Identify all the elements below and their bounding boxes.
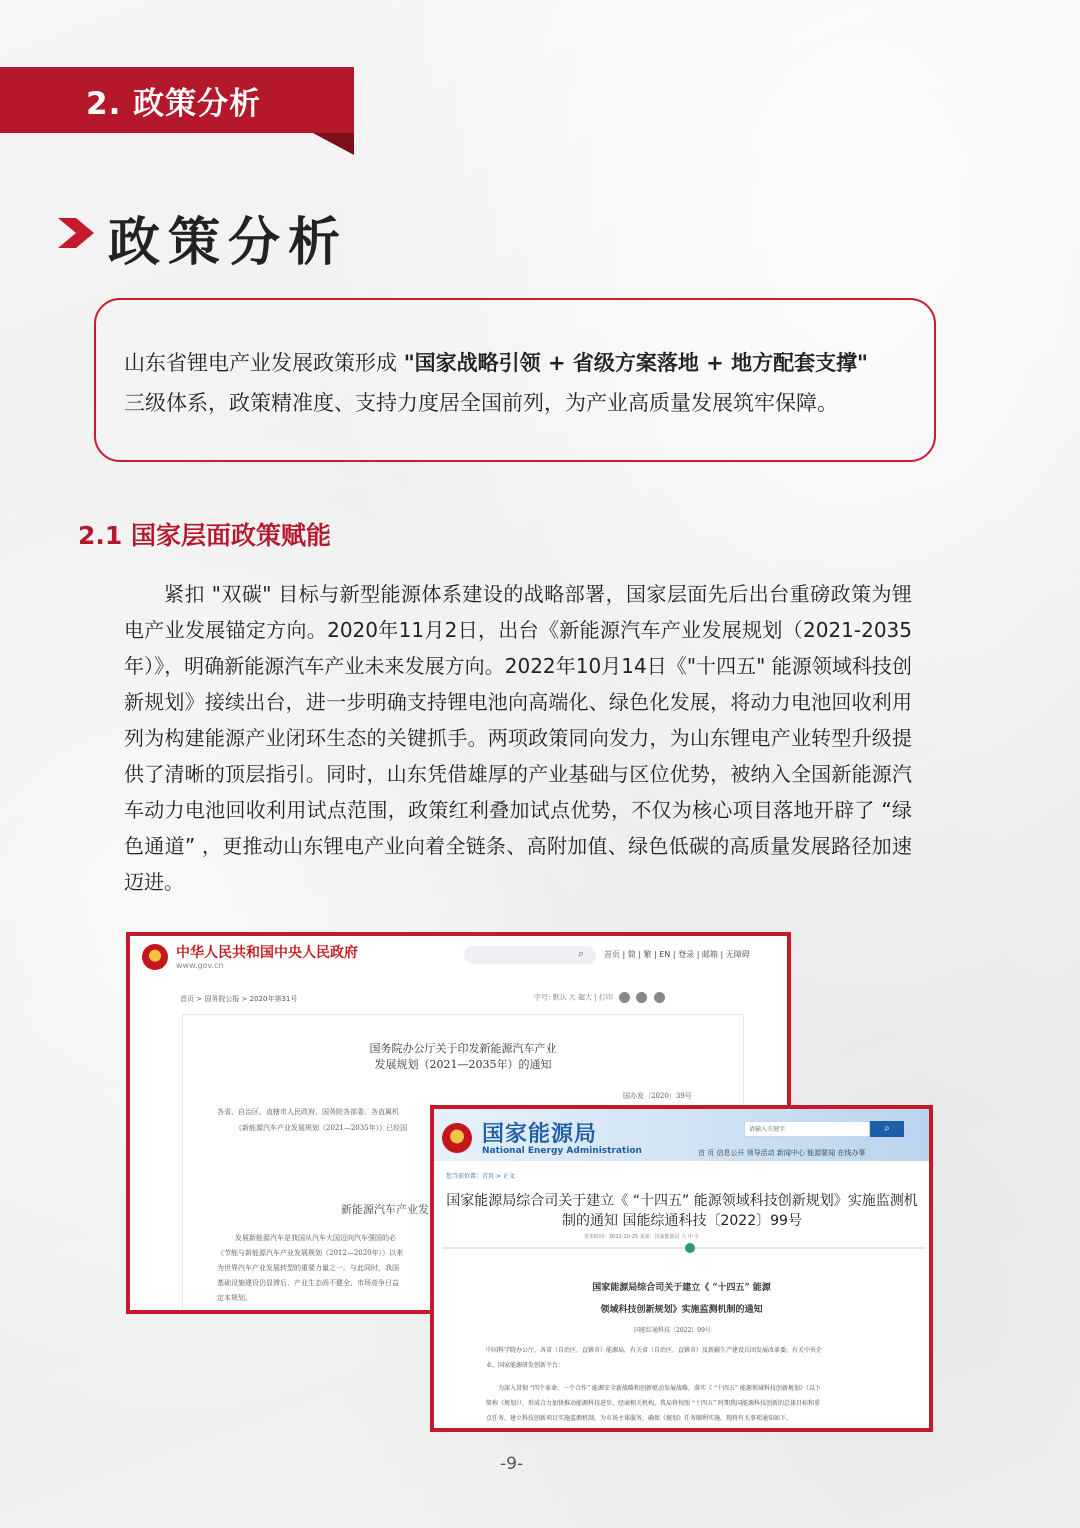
section-paragraph: 紧扣 "双碳" 目标与新型能源体系建设的战略部署，国家层面先后出台重磅政策为锂电产业发展锚定方向。2020年11月2日，出台《新能源汽车产业发展规划（2021-2035年）》，明确新能源汽车产业未来发展方向。2022年10月14日《"十四五" 能源领域科技创新规划》接续出台，进一步明确支持锂电池向高端化、绿色化发展，将动力电池回收利用列为构建能源产业闭环生态的关键抓手。两项政策同向发力，为山东锂电产业转型升级提供了清晰的顶层指引。同时，山东凭借雄厚的产业基础与区位优势，被纳入全国新能源汽车动力电池回收利用试点范围，政策红利叠加试点优势，不仅为核心项目落地开辟了 “绿色通道” ，更推动山东锂电产业向着全链条、高附加值、绿色低碳的高质量发展路径加速迈进。 [124, 582, 912, 894]
nea-top-nav[interactable]: 首 页 信息公开 领导活动 新闻中心 能源要闻 在线办事 [698, 1149, 866, 1157]
nea-doc-text: 简称《规划》），形成合力加快推动能源科技进步，经商相关机构，我局将按照 “十四五” 时期我国能源科技创新的总体目标和重 [486, 1400, 820, 1407]
gov-site-url: www.gov.cn [176, 961, 224, 970]
gov-header [130, 936, 787, 982]
nea-site-name-en: National Energy Administration [482, 1146, 642, 1156]
scroll-up-icon[interactable] [685, 1243, 695, 1253]
section-ribbon-label: 2. 政策分析 [86, 86, 262, 122]
gov-doc-subheading: 新能源汽车产业发 [341, 1203, 429, 1216]
gov-doc-text: 《新能源汽车产业发展规划（2021—2035年）》已经国 [235, 1124, 408, 1132]
search-icon[interactable]: ⌕ [578, 947, 585, 960]
nea-website-screenshot [430, 1105, 933, 1432]
weibo-share-icon[interactable] [619, 992, 630, 1003]
gov-search-input[interactable] [464, 946, 596, 964]
summary-text [124, 343, 924, 423]
summary-prefix: 山东省锂电产业发展政策形成 [124, 351, 404, 375]
search-icon[interactable]: ⌕ [870, 1121, 904, 1137]
nea-doc-text: 点任务，建立科技创新项目实施监测机制，为市场主体服务，确保《规划》任务顺利实施。现将有关事项通知如下。 [486, 1415, 793, 1422]
nea-doc-title [434, 1277, 929, 1321]
nea-search-input[interactable]: 请输入关键字 [744, 1121, 870, 1137]
national-emblem-icon [442, 1123, 472, 1153]
font-size-tools[interactable]: 字号: 默认 大 超大 | 打印 [534, 993, 613, 1002]
nea-header [434, 1109, 929, 1161]
ribbon-fold [313, 133, 354, 155]
gov-doc-number: 国办发〔2020〕39号 [623, 1092, 692, 1100]
nea-doc-text: 为深入贯彻 “四个革命、一个合作” 能源安全新战略和创新驱动发展战略，落实《 “十四五” 能源领域科技创新规划》（以下 [498, 1385, 821, 1392]
nea-doc-title-line2: 领域科技创新规划》实施监测机制的通知 [600, 1305, 763, 1315]
chevron-right-icon [58, 212, 98, 254]
gov-doc-text: 各省、自治区、直辖市人民政府，国务院各部委、各直属机 [217, 1108, 399, 1116]
gov-doc-text: 《节能与新能源汽车产业发展规划（2012—2020年）》以来 [217, 1249, 404, 1257]
star-icon[interactable] [654, 992, 665, 1003]
gov-tools [534, 992, 665, 1003]
gov-doc-title [183, 1041, 743, 1073]
page-title: 政策分析 [108, 213, 349, 273]
gov-doc-text: 基础设施建设仍显滞后、产业生态尚不健全、市场竞争日益 [217, 1279, 399, 1287]
nea-doc-number: 国能综通科技〔2022〕99号 [634, 1327, 711, 1334]
gov-top-nav[interactable]: 首页 | 简 | 繁 | EN | 登录 | 邮箱 | 无障碍 [604, 950, 750, 959]
nea-site-name: 国家能源局 [482, 1122, 598, 1147]
nea-article-title: 国家能源局综合司关于建立《 “十四五” 能源领域科技创新规划》实施监测机制的通知 国能综通科技〔2022〕99号 [446, 1193, 918, 1229]
divider [442, 1247, 926, 1249]
breadcrumb[interactable]: 您当前位置：首页 > 正文 [446, 1173, 515, 1180]
summary-line2: 三级体系，政策精准度、支持力度居全国前列，为产业高质量发展筑牢保障。 [124, 391, 838, 415]
nea-doc-text: 中国科学院办公厅，各省（自治区、直辖市）能源局，有关省（自治区、直辖市）及新疆生产建设兵团发展改革委，有关中央企 [486, 1347, 823, 1354]
nea-doc-title-line1: 国家能源局综合司关于建立《 “十四五” 能源 [592, 1283, 771, 1293]
gov-doc-text: 定本规划。 [217, 1294, 252, 1302]
page-number: -9- [500, 1454, 524, 1474]
section-heading: 2.1 国家层面政策赋能 [78, 521, 331, 550]
gov-doc-text: 发展新能源汽车是我国从汽车大国迈向汽车强国的必 [235, 1234, 396, 1242]
gov-site-name: 中华人民共和国中央人民政府 [176, 945, 358, 961]
wechat-share-icon[interactable] [636, 992, 647, 1003]
breadcrumb[interactable]: 首页 > 国务院公报 > 2020年第31号 [180, 995, 298, 1003]
gov-doc-title-line1: 国务院办公厅关于印发新能源汽车产业 [369, 1042, 557, 1055]
nea-article-meta: 发布时间：2022-10-25 来源：国家能源局 大 中 小 [584, 1234, 700, 1240]
gov-doc-text: 为世界汽车产业发展转型的重要力量之一。与此同时，我国 [217, 1264, 399, 1272]
gov-doc-title-line2: 发展规划（2021—2035年）的通知 [374, 1058, 552, 1071]
summary-highlight: "国家战略引领 + 省级方案落地 + 地方配套支撑" [403, 351, 869, 375]
nea-doc-text: 业、国家能源研发创新平台： [486, 1362, 565, 1369]
national-emblem-icon [142, 944, 168, 970]
